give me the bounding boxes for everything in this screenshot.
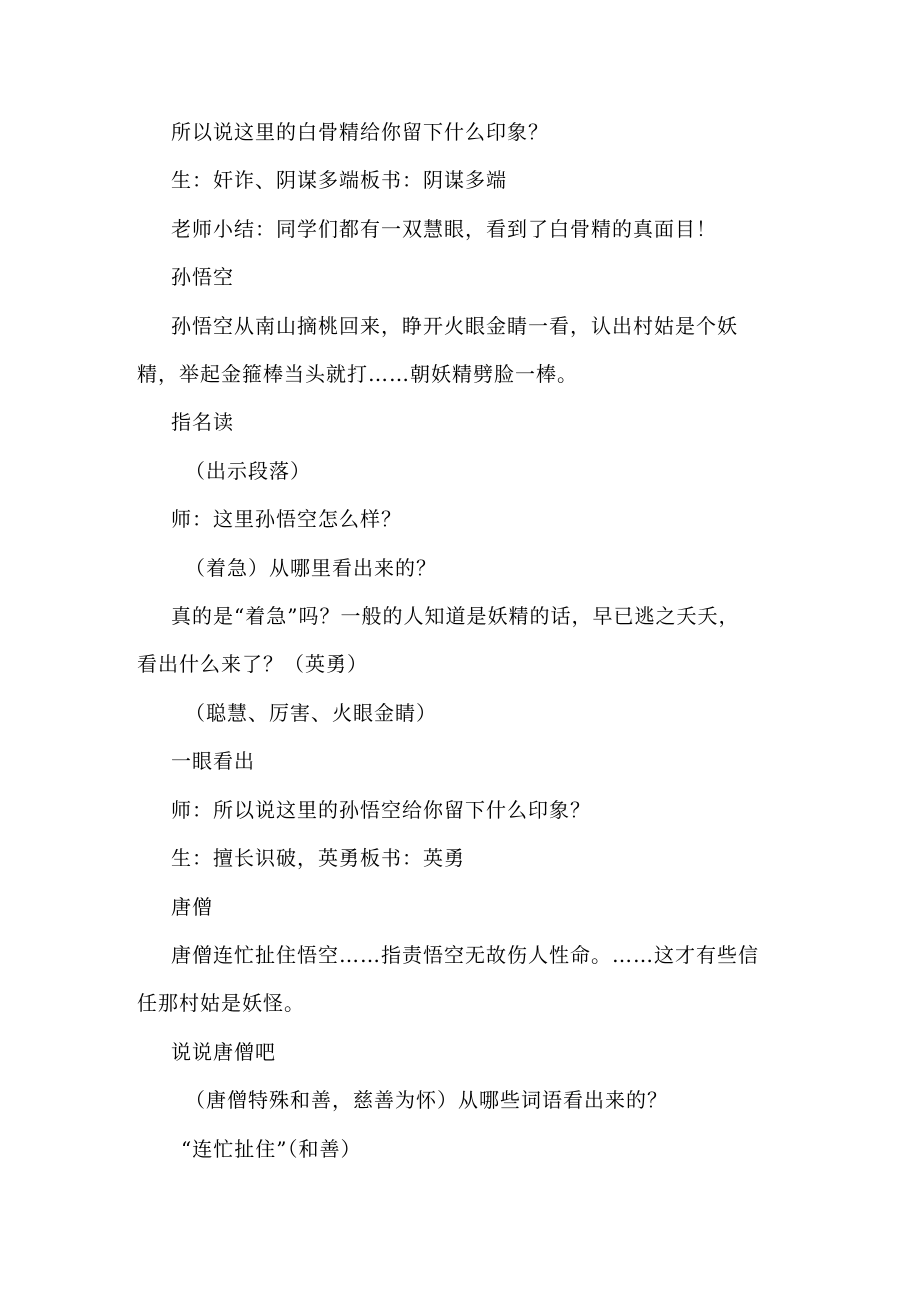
text-line: 唐僧连忙扯住悟空……指责悟空无故伤人性命。……这才有些信 xyxy=(171,942,759,967)
text-line: （唐僧特殊和善，慈善为怀）从哪些词语看出来的？ xyxy=(185,1088,668,1113)
text-line: （着急）从哪里看出来的？ xyxy=(185,555,437,580)
text-line: 生：奸诈、阴谋多端板书：阴谋多端 xyxy=(171,168,507,193)
text-line: 师：这里孙悟空怎么样？ xyxy=(171,507,402,532)
text-line: 所以说这里的白骨精给你留下什么印象？ xyxy=(171,120,549,144)
text-line: 孙悟空 xyxy=(171,265,234,290)
text-line: （聪慧、厉害、火眼金睛） xyxy=(185,700,437,725)
text-line: 真的是“着急”吗？一般的人知道是妖精的话，早已逃之夭夭， xyxy=(171,604,740,629)
text-line: 指名读 xyxy=(171,410,234,435)
document-body xyxy=(137,108,782,1173)
text-line: 说说唐僧吧 xyxy=(171,1039,276,1064)
text-line: （出示段落） xyxy=(185,458,311,483)
text-line: 任那村姑是妖怪。 xyxy=(137,991,305,1016)
text-line: “连忙扯住”（和善） xyxy=(181,1136,362,1161)
text-line: 看出什么来了？（英勇） xyxy=(137,652,368,677)
text-line: 老师小结：同学们都有一双慧眼，看到了白骨精的真面目！ xyxy=(171,216,717,241)
text-line: 精，举起金箍棒当头就打……朝妖精劈脸一棒。 xyxy=(137,362,578,387)
text-line: 一眼看出 xyxy=(171,749,255,774)
text-line: 生：擅长识破，英勇板书：英勇 xyxy=(171,846,465,871)
text-line: 唐僧 xyxy=(171,894,213,919)
text-line: 师：所以说这里的孙悟空给你留下什么印象？ xyxy=(171,797,591,822)
text-line: 孙悟空从南山摘桃回来，睁开火眼金睛一看，认出村姑是个妖 xyxy=(171,313,738,338)
